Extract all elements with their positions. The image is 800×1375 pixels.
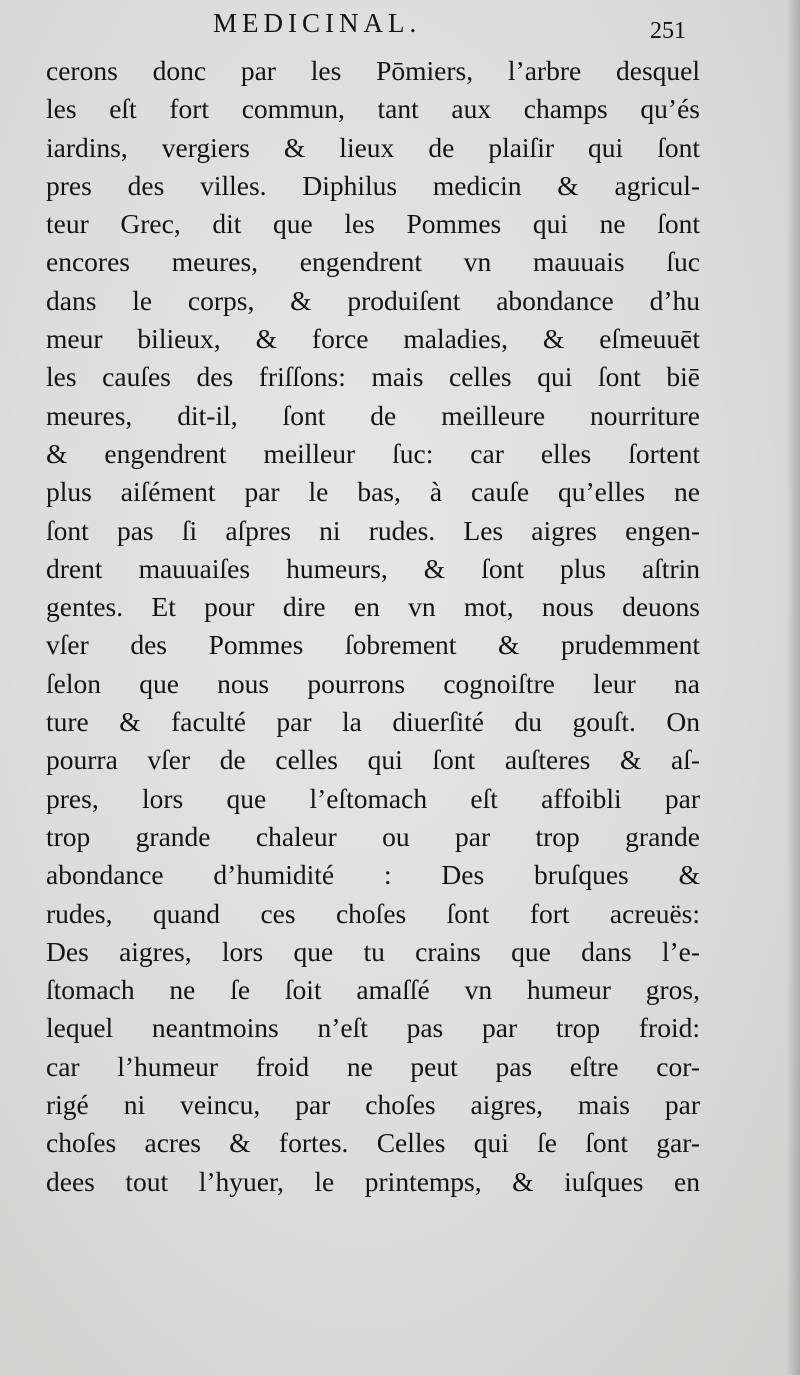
text-line: drent mauuaiſes humeurs, & ſont plus aſtrin [46,552,700,584]
text-line: pourra vſer de celles qui ſont auſteres & aſ- [46,744,700,776]
text-line: iardins, vergiers & lieux de plaiſir qui ſont [46,131,700,163]
text-line: meures, dit-il, ſont de meilleure nourriture [46,399,700,431]
text-line: lequel neantmoins n’eſt pas par trop froid: [46,1012,700,1044]
text-line: gentes. Et pour dire en vn mot, nous deuons [46,591,700,623]
running-head-title: MEDICINAL. [213,8,422,38]
text-line: teur Grec, dit que les Pommes qui ne ſont [46,208,700,240]
text-line: vſer des Pommes ſobrement & prudemment [46,629,700,661]
text-line: meur bilieux, & force maladies, & eſmeuuēt [46,323,700,355]
text-line: & engendrent meilleur ſuc: car elles ſortent [46,437,700,469]
body-text [46,52,700,1201]
page-edge-shadow [786,0,800,1375]
text-line: cerons donc par les Pōmiers, l’arbre desquel [46,55,700,86]
text-line: dans le corps, & produiſent abondance d’hu [46,284,700,316]
text-line: les cauſes des friſſons: mais celles qui ſont biē [46,361,700,393]
text-line: rigé ni veincu, par choſes aigres, mais par [46,1089,700,1121]
text-line: ſont pas ſi aſpres ni rudes. Les aigres engen- [46,514,700,546]
text-line: pres, lors que l’eſtomach eſt affoibli par [46,782,700,814]
text-line: Des aigres, lors que tu crains que dans l’e- [46,935,700,967]
running-head [0,2,800,48]
text-line: plus aiſément par le bas, à cauſe qu’elles ne [46,476,700,508]
text-line: abondance d’humidité : Des bruſques & [46,859,700,891]
text-line: ture & faculté par la diuerſité du gouſt. On [46,706,700,738]
text-line: choſes acres & fortes. Celles qui ſe ſont gar- [46,1127,700,1159]
text-line: encores meures, engendrent vn mauuais ſuc [46,246,700,278]
text-line: pres des villes. Diphilus medicin & agricul- [46,169,700,201]
text-line: ſelon que nous pourrons cognoiſtre leur na [46,667,700,699]
text-line: trop grande chaleur ou par trop grande [46,820,700,852]
text-line: rudes, quand ces choſes ſont fort acreuës: [46,897,700,929]
text-line: car l’humeur froid ne peut pas eſtre cor- [46,1050,700,1082]
text-line: dees tout l’hyuer, le printemps, & iuſques en [46,1165,700,1197]
text-line: ſtomach ne ſe ſoit amaſſé vn humeur gros, [46,974,700,1006]
page-number: 251 [650,18,686,44]
text-line: les eſt fort commun, tant aux champs qu’és [46,93,700,125]
